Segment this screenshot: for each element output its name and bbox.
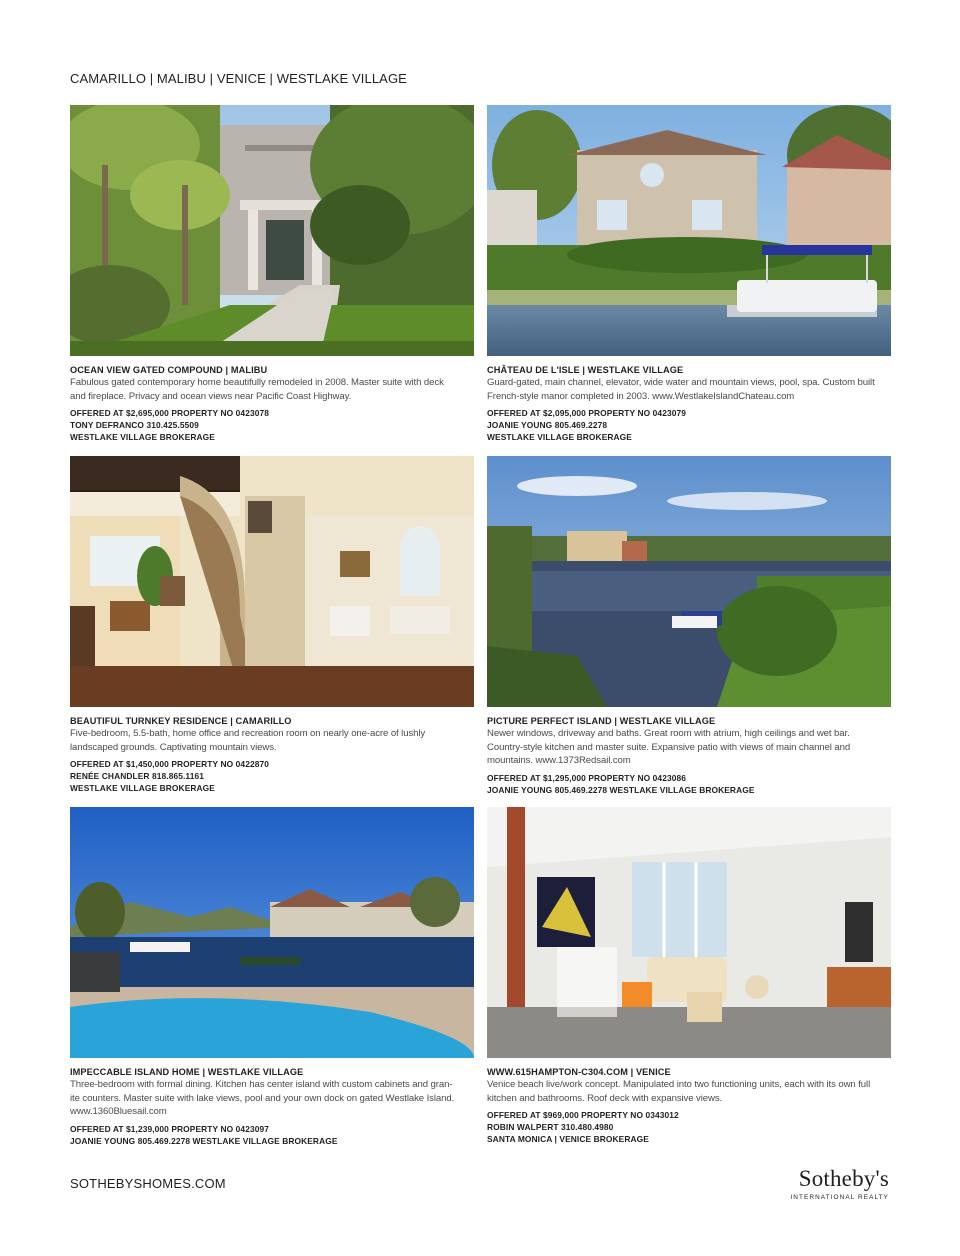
page-regions-header: CAMARILLO | MALIBU | VENICE | WESTLAKE VILLAGE [70, 71, 407, 86]
listing-photo [487, 807, 891, 1058]
listing-impeccable-island-home [70, 807, 474, 1147]
listing-agent: JOANIE YOUNG 805.469.2278 WESTLAKE VILLAGE BROKERAGE [487, 784, 755, 795]
listing-agent: JOANIE YOUNG 805.469.2278 [487, 420, 608, 431]
listing-description: Newer windows, driveway and baths. Great room with atrium, high ceilings and wet bar. Country-style kitchen and master suite. Expansive patio with views of main channel and mountains. www.1373Redsail.com [487, 728, 851, 767]
listing-photo [70, 456, 474, 707]
listing-agent: ROBIN WALPERT 310.480.4980 [487, 1122, 614, 1133]
listing-photo [487, 456, 891, 707]
listing-offer: OFFERED AT $1,239,000 PROPERTY NO 0423097 [70, 1123, 269, 1134]
listing-turnkey-residence [70, 456, 474, 794]
listing-photo [70, 105, 474, 356]
listing-title: PICTURE PERFECT ISLAND | WESTLAKE VILLAGE [487, 716, 716, 726]
listing-brokerage: WESTLAKE VILLAGE BROKERAGE [487, 432, 632, 443]
listing-offer: OFFERED AT $2,695,000 PROPERTY NO 0423078 [70, 408, 269, 419]
listing-title: BEAUTIFUL TURNKEY RESIDENCE | CAMARILLO [70, 716, 292, 726]
listing-agent: JOANIE YOUNG 805.469.2278 WESTLAKE VILLAGE BROKERAGE [70, 1135, 338, 1146]
listing-description: Five-bedroom, 5.5-bath, home office and recreation room on nearly one-acre of lushly landscaped grounds. Captivating mountain views. [70, 728, 426, 753]
listing-title: WWW.615HAMPTON-C304.COM | VENICE [487, 1067, 671, 1077]
listing-photo [487, 105, 891, 356]
listing-description: Three-bedroom with formal dining. Kitchen has center island with custom cabinets and gran- ite counters. Master suite with lake views, pool and your own dock on gated Westlake Island. www.1360Bluesail.com [70, 1079, 455, 1118]
listing-ocean-view-compound [70, 105, 474, 443]
listing-offer: OFFERED AT $969,000 PROPERTY NO 0343012 [487, 1110, 679, 1121]
listing-brokerage: WESTLAKE VILLAGE BROKERAGE [70, 783, 215, 794]
listing-agent: TONY DEFRANCO 310.425.5509 [70, 420, 199, 431]
listing-description: Fabulous gated contemporary home beautifully remodeled in 2008. Master suite with deck and fireplace. Privacy and ocean views near Pacific Coast Highway. [70, 377, 444, 402]
listing-photo [70, 807, 474, 1058]
listing-description: Venice beach live/work concept. Manipulated into two functioning units, each with its own full kitchen and bathrooms. Roof deck with expansive views. [487, 1079, 871, 1104]
listing-chateau-de-lisle [487, 105, 891, 443]
sothebys-logo [749, 1166, 889, 1201]
footer-website: SOTHEBYSHOMES.COM [70, 1176, 226, 1191]
listing-title: IMPECCABLE ISLAND HOME | WESTLAKE VILLAGE [70, 1067, 304, 1077]
logo-subtitle: INTERNATIONAL REALTY [790, 1194, 889, 1201]
listing-agent: RENÉE CHANDLER 818.865.1161 [70, 771, 204, 782]
listing-picture-perfect-island [487, 456, 891, 796]
listing-offer: OFFERED AT $1,295,000 PROPERTY NO 0423086 [487, 772, 686, 783]
listing-description: Guard-gated, main channel, elevator, wide water and mountain views, pool, spa. Custom built French-style manor completed in 2003. www.WestlakeIslandChateau.com [487, 377, 875, 402]
listing-title: CHÂTEAU DE L'ISLE | WESTLAKE VILLAGE [487, 365, 684, 375]
listing-615-hampton-venice [487, 807, 891, 1145]
listing-title: OCEAN VIEW GATED COMPOUND | MALIBU [70, 365, 268, 375]
listing-brokerage: WESTLAKE VILLAGE BROKERAGE [70, 432, 215, 443]
logo-name: Sotheby's [798, 1166, 889, 1191]
listing-brokerage: SANTA MONICA | VENICE BROKERAGE [487, 1134, 649, 1145]
listing-offer: OFFERED AT $2,095,000 PROPERTY NO 0423079 [487, 408, 686, 419]
listing-offer: OFFERED AT $1,450,000 PROPERTY NO 0422870 [70, 759, 269, 770]
